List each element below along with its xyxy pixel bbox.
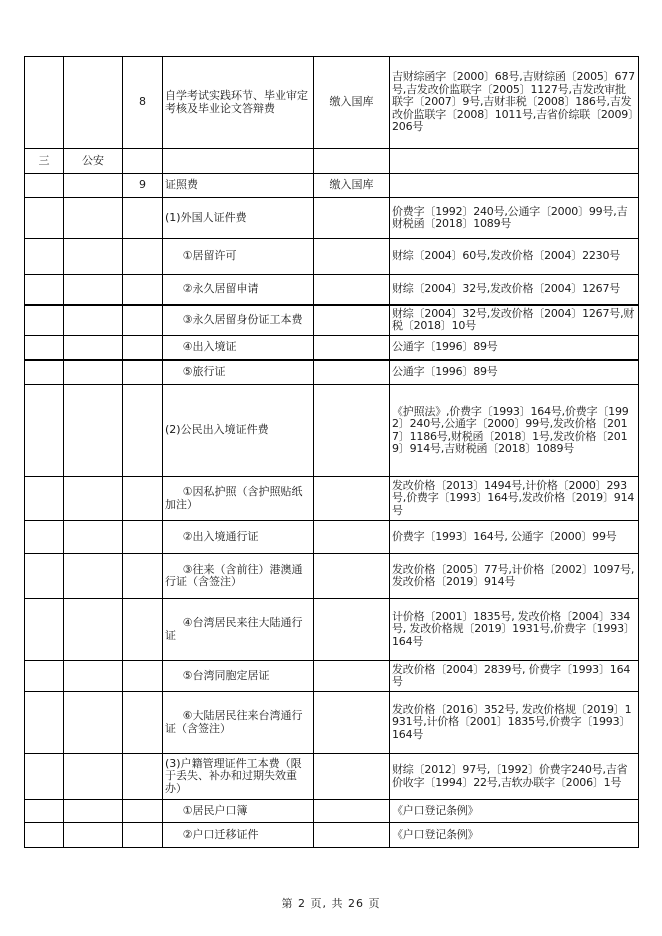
item-index-cell: 9 xyxy=(123,174,163,198)
fee-name-cell: ③往来（含前往）港澳通行证（含签注） xyxy=(163,554,314,599)
item-index-cell xyxy=(123,754,163,800)
table-row xyxy=(25,800,639,823)
section-number-cell xyxy=(25,692,64,754)
fund-destination-cell xyxy=(314,198,390,239)
fee-name-cell: 自学考试实践环节、毕业审定考核及毕业论文答辩费 xyxy=(163,57,314,149)
department-cell xyxy=(64,692,123,754)
section-number-cell xyxy=(25,385,64,477)
fund-destination-cell: 缴入国库 xyxy=(314,57,390,149)
item-index-cell xyxy=(123,521,163,554)
policy-basis-cell: 发改价格〔2005〕77号,计价格〔2002〕1097号,发改价格〔2019〕914号 xyxy=(390,554,639,599)
fund-destination-cell xyxy=(314,385,390,477)
table-row xyxy=(25,385,639,477)
item-index-cell xyxy=(123,360,163,385)
section-number-cell: 三 xyxy=(25,149,64,174)
fee-name-cell: ③永久居留身份证工本费 xyxy=(163,305,314,336)
policy-basis-cell xyxy=(390,149,639,174)
policy-basis-cell: 《护照法》,价费字〔1993〕164号,价费字〔1992〕240号,公通字〔2000〕99号,发改价格〔2017〕1186号,财税函〔2018〕1号,发改价格〔2019〕914号,吉财税函〔2018〕1089号 xyxy=(390,385,639,477)
fee-name-cell: ④出入境证 xyxy=(163,336,314,360)
section-number-cell xyxy=(25,521,64,554)
policy-basis-cell: 价费字〔1993〕164号, 公通字〔2000〕99号 xyxy=(390,521,639,554)
item-index-cell xyxy=(123,599,163,661)
fund-destination-cell xyxy=(314,305,390,336)
section-number-cell xyxy=(25,275,64,305)
section-number-cell xyxy=(25,754,64,800)
policy-basis-cell: 价费字〔1992〕240号,公通字〔2000〕99号,吉财税函〔2018〕1089号 xyxy=(390,198,639,239)
item-index-cell xyxy=(123,554,163,599)
section-number-cell xyxy=(25,198,64,239)
policy-basis-cell: 发改价格〔2013〕1494号,计价格〔2000〕293号,价费字〔1993〕164号,发改价格〔2019〕914号 xyxy=(390,477,639,521)
fee-name-cell: ④台湾居民来往大陆通行证 xyxy=(163,599,314,661)
fund-destination-cell xyxy=(314,336,390,360)
section-number-cell xyxy=(25,57,64,149)
table-row xyxy=(25,823,639,848)
fee-name-cell: ①居留许可 xyxy=(163,239,314,275)
table-row xyxy=(25,521,639,554)
fund-destination-cell xyxy=(314,360,390,385)
department-cell xyxy=(64,754,123,800)
fund-destination-cell xyxy=(314,521,390,554)
department-cell: 公安 xyxy=(64,149,123,174)
table-row xyxy=(25,57,639,149)
table-row xyxy=(25,554,639,599)
fund-destination-cell xyxy=(314,239,390,275)
section-number-cell xyxy=(25,305,64,336)
fee-name-cell: ②户口迁移证件 xyxy=(163,823,314,848)
section-number-cell xyxy=(25,477,64,521)
fund-destination-cell xyxy=(314,661,390,692)
section-number-cell xyxy=(25,554,64,599)
department-cell xyxy=(64,599,123,661)
item-index-cell xyxy=(123,661,163,692)
section-number-cell xyxy=(25,823,64,848)
department-cell xyxy=(64,239,123,275)
item-index-cell xyxy=(123,692,163,754)
fee-name-cell xyxy=(163,149,314,174)
item-index-cell xyxy=(123,336,163,360)
item-index-cell xyxy=(123,275,163,305)
fund-destination-cell xyxy=(314,599,390,661)
item-index-cell xyxy=(123,149,163,174)
table-row xyxy=(25,661,639,692)
item-index-cell xyxy=(123,800,163,823)
fund-destination-cell xyxy=(314,149,390,174)
fee-name-cell: 证照费 xyxy=(163,174,314,198)
policy-basis-cell: 发改价格〔2016〕352号, 发改价格规〔2019〕1931号,计价格〔2001〕1835号,价费字〔1993〕164号 xyxy=(390,692,639,754)
fund-destination-cell xyxy=(314,800,390,823)
table-row xyxy=(25,336,639,360)
policy-basis-cell: 吉财综函字〔2000〕68号,吉财综函〔2005〕677号,吉发改价监联字〔2005〕1127号,吉发改审批联字〔2007〕9号,吉财非税〔2008〕186号,吉发改价监联字〔2008〕1011号,吉省价综联〔2009〕206号 xyxy=(390,57,639,149)
table-row xyxy=(25,692,639,754)
fee-name-cell: (3)户籍管理证件工本费（限于丢失、补办和过期失效重办） xyxy=(163,754,314,800)
department-cell xyxy=(64,305,123,336)
policy-basis-cell xyxy=(390,174,639,198)
fee-name-cell: ①因私护照（含护照贴纸加注） xyxy=(163,477,314,521)
fee-table-body xyxy=(25,57,639,848)
table-row xyxy=(25,477,639,521)
table-row xyxy=(25,149,639,174)
table-row xyxy=(25,174,639,198)
department-cell xyxy=(64,385,123,477)
item-index-cell: 8 xyxy=(123,57,163,149)
section-number-cell xyxy=(25,661,64,692)
fund-destination-cell: 缴入国库 xyxy=(314,174,390,198)
department-cell xyxy=(64,360,123,385)
table-row xyxy=(25,754,639,800)
table-row xyxy=(25,599,639,661)
department-cell xyxy=(64,823,123,848)
policy-basis-cell: 《户口登记条例》 xyxy=(390,823,639,848)
section-number-cell xyxy=(25,336,64,360)
policy-basis-cell: 财综〔2012〕97号,〔1992〕价费字240号,吉省价收字〔1994〕22号,吉软办联字〔2006〕1号 xyxy=(390,754,639,800)
table-row xyxy=(25,305,639,336)
fee-table xyxy=(24,56,639,848)
fee-name-cell: ②永久居留申请 xyxy=(163,275,314,305)
fund-destination-cell xyxy=(314,275,390,305)
fee-name-cell: ⑥大陆居民往来台湾通行证（含签注） xyxy=(163,692,314,754)
department-cell xyxy=(64,57,123,149)
department-cell xyxy=(64,521,123,554)
fund-destination-cell xyxy=(314,692,390,754)
department-cell xyxy=(64,554,123,599)
table-row xyxy=(25,198,639,239)
department-cell xyxy=(64,800,123,823)
department-cell xyxy=(64,198,123,239)
policy-basis-cell: 计价格〔2001〕1835号, 发改价格〔2004〕334号, 发改价格规〔2019〕1931号,价费字〔1993〕164号 xyxy=(390,599,639,661)
page-footer: 第 2 页, 共 26 页 xyxy=(281,897,381,910)
department-cell xyxy=(64,336,123,360)
policy-basis-cell: 财综〔2004〕32号,发改价格〔2004〕1267号 xyxy=(390,275,639,305)
section-number-cell xyxy=(25,239,64,275)
section-number-cell xyxy=(25,800,64,823)
item-index-cell xyxy=(123,385,163,477)
department-cell xyxy=(64,477,123,521)
fee-name-cell: ⑤旅行证 xyxy=(163,360,314,385)
fee-name-cell: ②出入境通行证 xyxy=(163,521,314,554)
policy-basis-cell: 财综〔2004〕32号,发改价格〔2004〕1267号,财税〔2018〕10号 xyxy=(390,305,639,336)
policy-basis-cell: 发改价格〔2004〕2839号, 价费字〔1993〕164号 xyxy=(390,661,639,692)
item-index-cell xyxy=(123,305,163,336)
fund-destination-cell xyxy=(314,754,390,800)
item-index-cell xyxy=(123,198,163,239)
item-index-cell xyxy=(123,239,163,275)
department-cell xyxy=(64,661,123,692)
table-row xyxy=(25,275,639,305)
department-cell xyxy=(64,174,123,198)
fee-name-cell: ⑤台湾同胞定居证 xyxy=(163,661,314,692)
fund-destination-cell xyxy=(314,554,390,599)
policy-basis-cell: 财综〔2004〕60号,发改价格〔2004〕2230号 xyxy=(390,239,639,275)
department-cell xyxy=(64,275,123,305)
section-number-cell xyxy=(25,599,64,661)
section-number-cell xyxy=(25,360,64,385)
fund-destination-cell xyxy=(314,477,390,521)
fee-name-cell: (1)外国人证件费 xyxy=(163,198,314,239)
policy-basis-cell: 公通字〔1996〕89号 xyxy=(390,336,639,360)
policy-basis-cell: 《户口登记条例》 xyxy=(390,800,639,823)
fee-name-cell: (2)公民出入境证件费 xyxy=(163,385,314,477)
table-row xyxy=(25,360,639,385)
fund-destination-cell xyxy=(314,823,390,848)
table-row xyxy=(25,239,639,275)
item-index-cell xyxy=(123,823,163,848)
item-index-cell xyxy=(123,477,163,521)
fee-name-cell: ①居民户口簿 xyxy=(163,800,314,823)
section-number-cell xyxy=(25,174,64,198)
policy-basis-cell: 公通字〔1996〕89号 xyxy=(390,360,639,385)
